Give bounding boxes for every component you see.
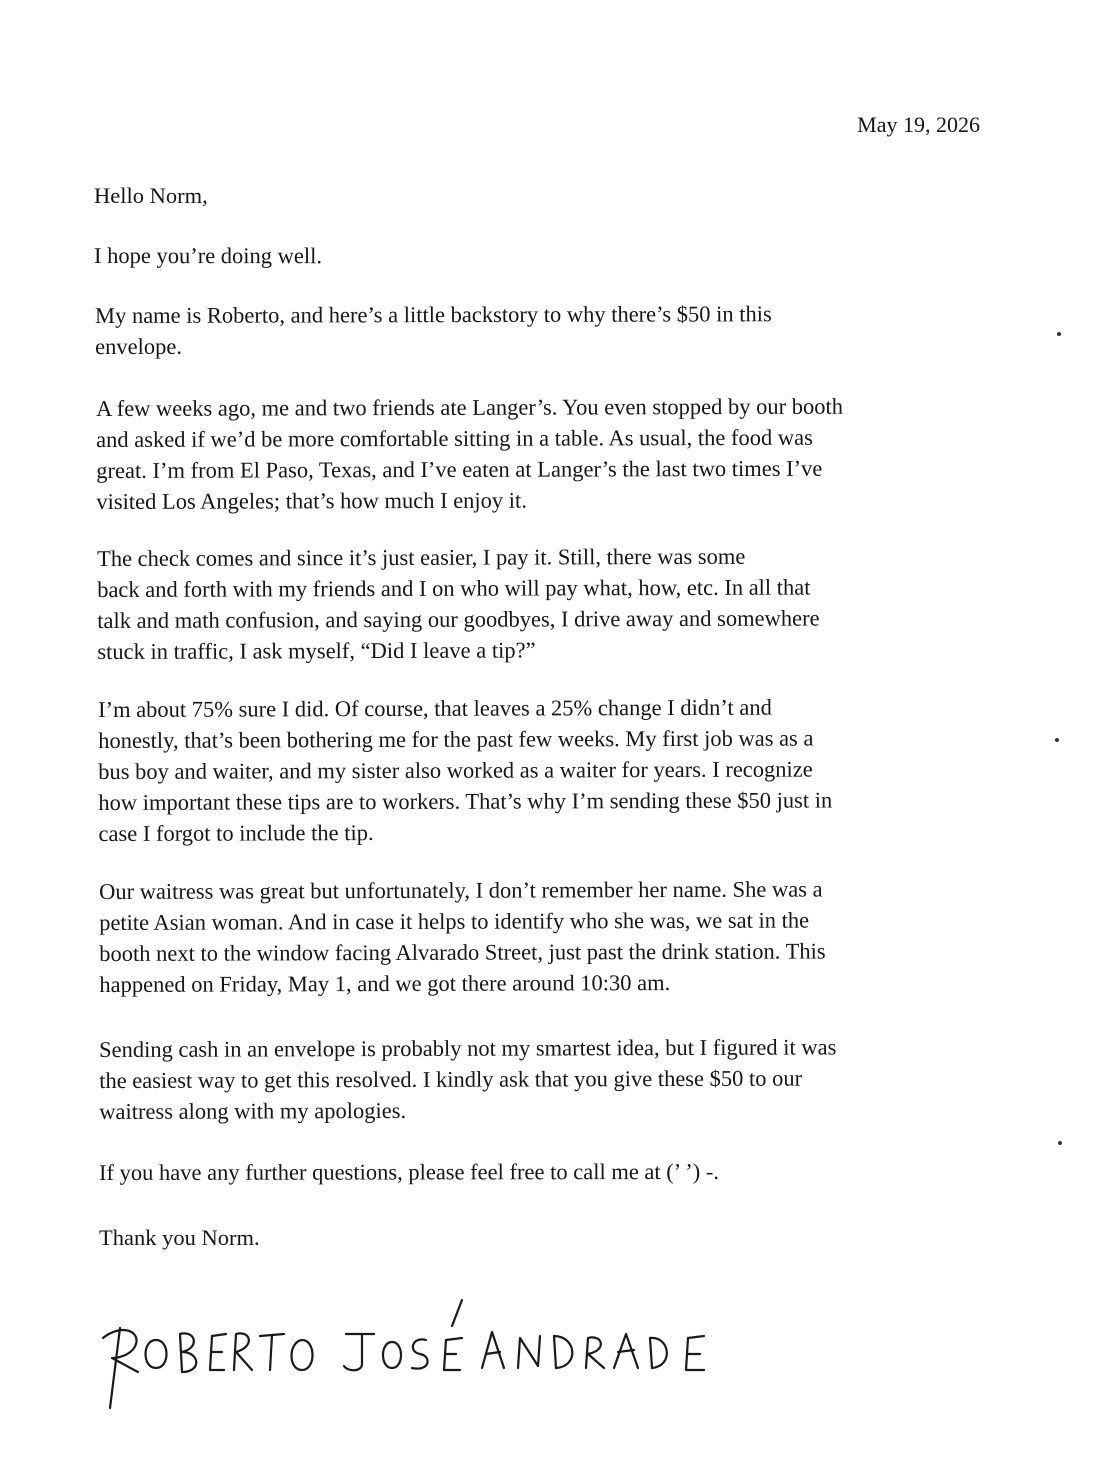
paragraph-line: honestly, that’s been bothering me for the past few weeks. My first job was as a bbox=[98, 725, 814, 753]
paragraph-waitress bbox=[99, 873, 826, 1000]
paragraph-line: The check comes and since it’s just easier, I pay it. Still, there was some bbox=[97, 543, 746, 571]
paragraph-line: If you have any further questions, please feel free to call me at (’ ’) -. bbox=[99, 1158, 719, 1185]
paragraph-wellbeing bbox=[94, 240, 322, 271]
paragraph-line: case I forgot to include the tip. bbox=[98, 820, 374, 846]
paragraph-line: great. I’m from El Paso, Texas, and I’ve eaten at Langer’s the last two times I’ve bbox=[96, 455, 823, 483]
paragraph-line: happened on Friday, May 1, and we got there around 10:30 am. bbox=[99, 970, 671, 997]
letter-date: May 19, 2026 bbox=[857, 112, 980, 137]
paragraph-cash bbox=[99, 1031, 837, 1127]
paragraph-line: I’m about 75% sure I did. Of course, that leaves a 25% change I didn’t and bbox=[98, 694, 772, 722]
paragraph-line: stuck in traffic, I ask myself, “Did I leave a tip?” bbox=[97, 637, 536, 664]
paragraph-line: talk and math confusion, and saying our goodbyes, I drive away and somewhere bbox=[97, 605, 820, 633]
paragraph-line: visited Los Angeles; that’s how much I enjoy it. bbox=[96, 487, 527, 514]
paragraph-contact bbox=[99, 1156, 719, 1188]
paragraph-line: I hope you’re doing well. bbox=[93, 243, 323, 269]
paragraph-line: My name is Roberto, and here’s a little backstory to why there’s $50 in this bbox=[95, 301, 772, 328]
paragraph-line: waitress along with my apologies. bbox=[99, 1097, 407, 1124]
greeting bbox=[94, 180, 208, 211]
paragraph-line: petite Asian woman. And in case it helps to identify who she was, we sat in the bbox=[99, 907, 810, 935]
scan-speck bbox=[1055, 738, 1059, 742]
paragraph-line: Sending cash in an envelope is probably not my smartest idea, but I figured it was bbox=[99, 1034, 837, 1062]
paragraph-introduction bbox=[95, 298, 772, 362]
signature bbox=[90, 1280, 740, 1430]
paragraph-line: and asked if we’d be more comfortable sitting in a table. As usual, the food was bbox=[96, 424, 813, 452]
paragraph-line: envelope. bbox=[95, 333, 182, 359]
paragraph-closing bbox=[99, 1222, 260, 1253]
greeting-text: Hello Norm, bbox=[94, 183, 208, 208]
paragraph-line: bus boy and waiter, and my sister also worked as a waiter for years. I recognize bbox=[98, 756, 813, 784]
scan-speck bbox=[1058, 1141, 1062, 1145]
paragraph-line: the easiest way to get this resolved. I kindly ask that you give these $50 to our bbox=[99, 1065, 803, 1093]
paragraph-line: booth next to the window facing Alvarado Street, just past the drink station. This bbox=[99, 938, 826, 966]
paragraph-check bbox=[97, 540, 820, 667]
paragraph-line: back and forth with my friends and I on who will pay what, how, etc. In all that bbox=[97, 574, 811, 602]
paragraph-tip bbox=[98, 691, 832, 849]
paragraph-line: Thank you Norm. bbox=[99, 1225, 260, 1250]
paragraph-backstory bbox=[96, 391, 843, 517]
paragraph-line: how important these tips are to workers. That’s why I’m sending these $50 just in bbox=[98, 787, 833, 815]
scan-speck bbox=[1057, 332, 1061, 336]
paragraph-line: A few weeks ago, me and two friends ate Langer’s. You even stopped by our booth bbox=[96, 393, 844, 421]
paragraph-line: Our waitress was great but unfortunately, I don’t remember her name. She was a bbox=[99, 876, 823, 904]
